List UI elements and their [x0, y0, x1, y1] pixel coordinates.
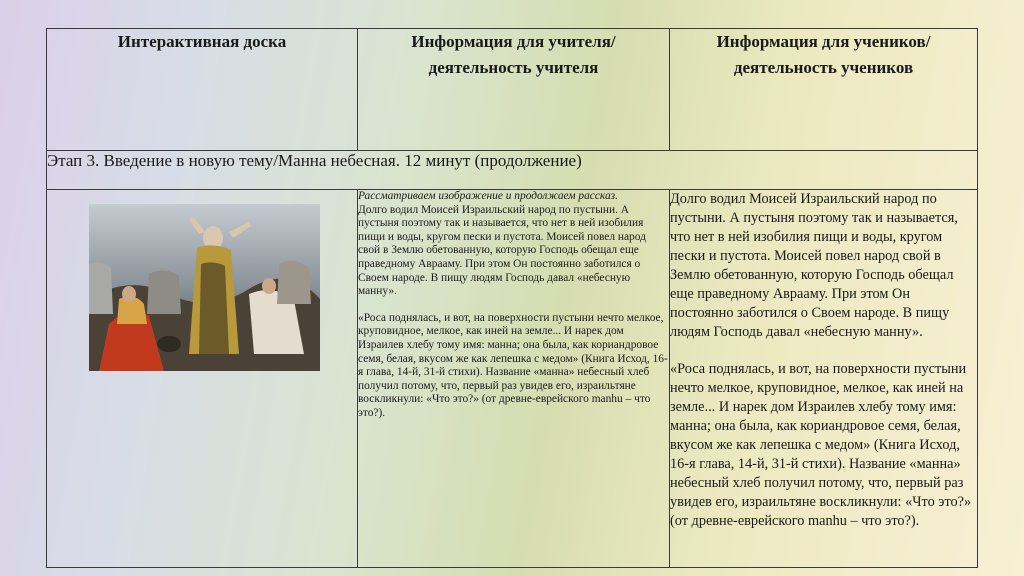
student-info-cell: [670, 190, 978, 568]
painting-moses-manna-icon: [89, 204, 320, 371]
header-interactive-board: Интерактивная доска: [47, 29, 358, 151]
content-row: [47, 190, 978, 568]
stage-row: [47, 151, 978, 190]
teacher-info-cell: [358, 190, 670, 568]
board-cell: [47, 190, 358, 568]
lesson-table: [46, 28, 978, 568]
teacher-intro: Рассматриваем изображение и продолжаем рассказ.: [358, 190, 618, 202]
stage-title: Этап 3. Введение в новую тему/Манна небесная. 12 минут (продолжение): [47, 151, 978, 190]
teacher-paragraph-2: «Роса поднялась, и вот, на поверхности пустыни нечто мелкое, круповидное, мелкое, как иней на земле... И нарек дом Израилев хлебу тому имя: манна; она была, как кориандровое семя, белая, вкусом же как лепешка с медом» (Книга Исход, 16-я глава, 14-й, 31-й стихи). Название «манна» небесный хлеб получил потому, что, первый раз увидев его, израильтяне воскликнули: «Что это?» (от древне-еврейского manhu – что это?).: [358, 311, 668, 419]
header-teacher-info: Информация для учителя/ деятельность учителя: [358, 29, 670, 151]
teacher-paragraph-1: Долго водил Моисей Израильский народ по пустыни. А пустыня поэтому так и называется, что нет в ней изобилия пищи и воды, кругом пески и пустота. Моисей повел народ свой в Землю обетованную, которую Господь обещал еще праведному Аврааму. При этом Он постоянно заботился о Своем народе. В пищу людям Господь давал «небесную манну».: [358, 203, 646, 298]
header-row: [47, 29, 978, 151]
student-paragraph-2: «Роса поднялась, и вот, на поверхности пустыни нечто мелкое, круповидное, мелкое, как иней на земле... И нарек дом Израилев хлебу тому имя: манна; она была, как кориандровое семя, белая, вкусом же как лепешка с медом» (Книга Исход, 16-я глава, 14-й, 31-й стихи). Название «манна» небесный хлеб получил потому, что, первый раз увидев его, израильтяне воскликнули: «Что это?» (от древне-еврейского manhu – что это?).: [670, 361, 972, 529]
student-paragraph-1: Долго водил Моисей Израильский народ по пустыни. А пустыня поэтому так и называется, что нет в ней изобилия пищи и воды, кругом пески и пустота. Моисей повел народ свой в Землю обетованную, которую Господь обещал еще праведному Аврааму. При этом Он постоянно заботился о Своем народе. В пищу людям Господь давал «небесную манну».: [670, 191, 958, 340]
header-student-info: Информация для учеников/ деятельность учеников: [670, 29, 978, 151]
